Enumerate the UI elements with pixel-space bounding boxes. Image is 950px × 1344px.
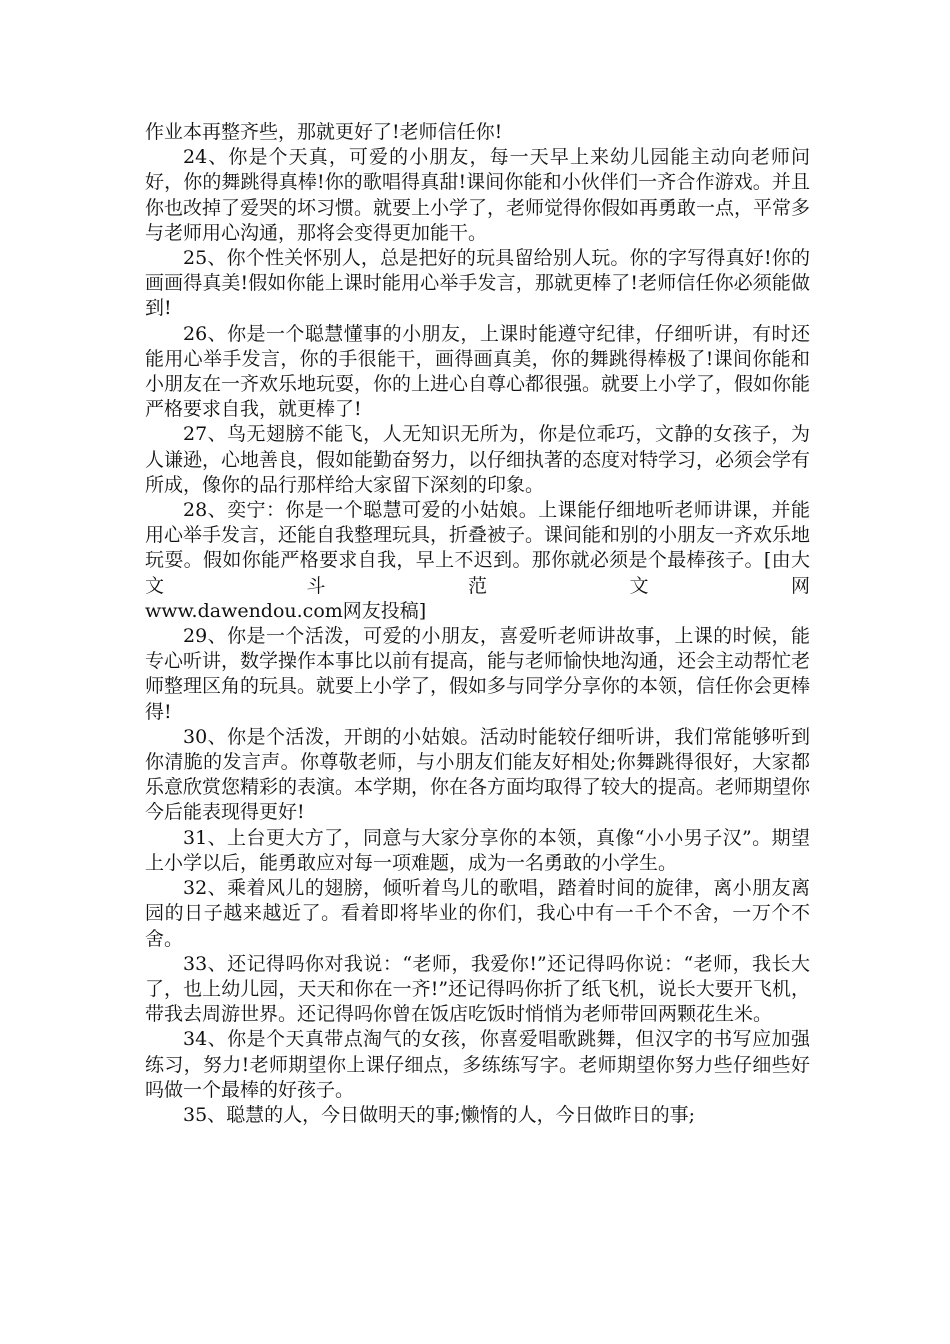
paragraph-30: 30、你是个活泼，开朗的小姑娘。活动时能较仔细听讲，我们常能够听到你清脆的发言声。你尊敬老师，与小朋友们能友好相处;你舞跳得很好，大家都乐意欣赏您精彩的表演。本学期，你在各方面均取得了较大的提高。老师期望你今后能表现得更好! (145, 725, 811, 824)
paragraph-26: 26、你是一个聪慧懂事的小朋友，上课时能遵守纪律，仔细听讲，有时还能用心举手发言，你的手很能干，画得画真美，你的舞跳得棒极了!课间你能和小朋友在一齐欢乐地玩耍，你的上进心自尊心都很强。就要上小学了，假如你能严格要求自我，就更棒了! (145, 322, 811, 421)
paragraph-32: 32、乘着风儿的翅膀，倾听着鸟儿的歌唱，踏着时间的旋律，离小朋友离园的日子越来越近了。看着即将毕业的你们，我心中有一千个不舍，一万个不舍。 (145, 877, 810, 950)
paragraph-25: 25、你个性关怀别人，总是把好的玩具留给别人玩。你的字写得真好!你的画画得真美!假如你能上课时能用心举手发言，那就更棒了!老师信任你必须能做到! (145, 247, 810, 320)
paragraph-31: 31、上台更大方了，同意与大家分享你的本领，真像“小小男子汉”。期望上小学以后，能勇敢应对每一项难题，成为一名勇敢的小学生。 (145, 826, 810, 874)
paragraph-28-url-line: www.dawendou.com网友投稿] (145, 599, 427, 622)
paragraph-35: 35、聪慧的人，今日做明天的事;懒惰的人，今日做昨日的事; (183, 1103, 695, 1126)
paragraph-33: 33、还记得吗你对我说：“老师，我爱你!”还记得吗你说：“老师，我长大了，也上幼儿园，天天和你在一齐!”还记得吗你折了纸飞机，说长大要开飞机，带我去周游世界。还记得吗你曾在饭店吃饭时悄悄为老师带回两颗花生米。 (145, 952, 810, 1026)
paragraph-27: 27、鸟无翅膀不能飞，人无知识无所为，你是位乖巧，文静的女孩子，为人谦逊，心地善良，假如能勤奋努力，以仔细执著的态度对特学习，必须会学有所成，像你的品行那样给大家留下深刻的印象。 (145, 423, 811, 496)
paragraph-29: 29、你是一个活泼，可爱的小朋友，喜爱听老师讲故事，上课的时候，能专心听讲，数学操作本事比以前有提高，能与老师愉快地沟通，还会主动帮忙老师整理区角的玩具。就要上小学了，假如多与同学分享你的本领，信任你会更棒得! (145, 625, 811, 723)
paragraph-28: 28、奕宁：你是一个聪慧可爱的小姑娘。上课能仔细地听老师讲课，并能用心举手发言，还能自我整理玩具，折叠被子。课间能和别的小朋友一齐欢乐地玩耍。假如你能严格要求自我，早上不迟到。那你就必须是个最棒孩子。[由大文斗范文网 (145, 499, 811, 597)
paragraph-34: 34、你是个天真带点淘气的女孩，你喜爱唱歌跳舞，但汉字的书写应加强练习，努力!老师期望你上课仔细点，多练练写字。老师期望你努力些仔细些好吗做一个最棒的好孩子。 (145, 1028, 810, 1101)
paragraph-continued: 作业本再整齐些，那就更好了!老师信任你! (145, 121, 503, 143)
paragraph-24: 24、你是个天真，可爱的小朋友，每一天早上来幼儿园能主动向老师问好，你的舞跳得真棒!你的歌唱得真甜!课间你能和小伙伴们一齐合作游戏。并且你也改掉了爱哭的坏习惯。就要上小学了，老师觉得你假如再勇敢一点，平常多与老师用心沟通，那将会变得更加能干。 (145, 146, 811, 244)
document-page (145, 120, 810, 1128)
